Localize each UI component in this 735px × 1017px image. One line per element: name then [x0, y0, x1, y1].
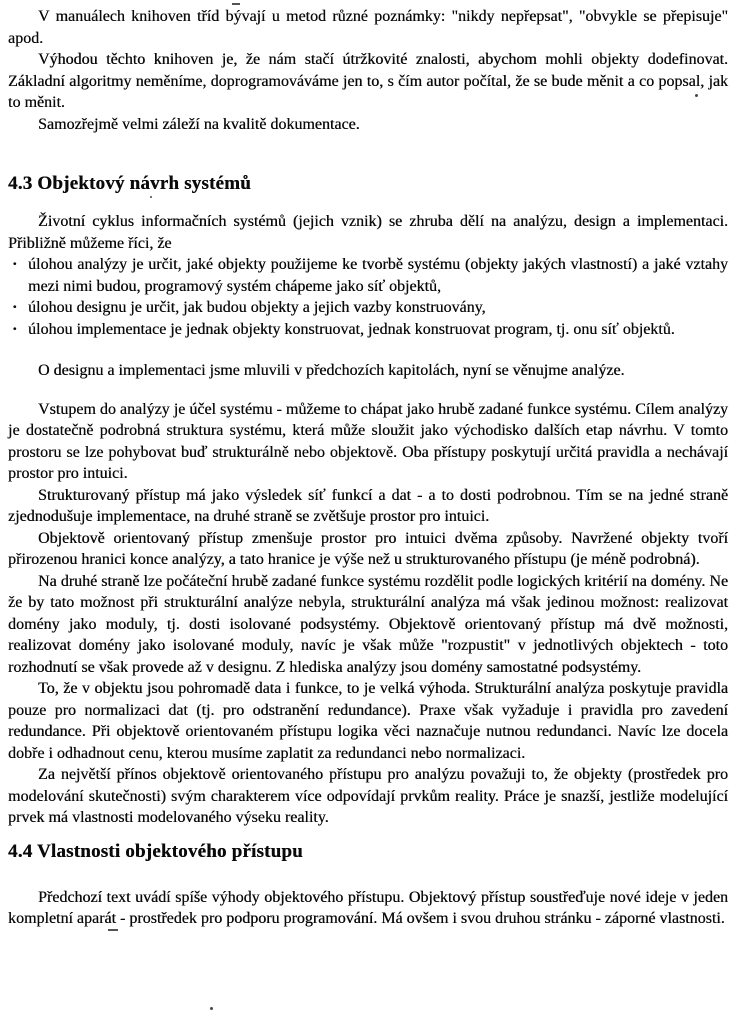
paragraph-analysis-input: Vstupem do analýzy je účel systému - můžeme to chápat jako hrubě zadané funkce systému. Cílem analýzy je dostatečně podrobná struktura systému, která může sloužit jako východisko dalších etap návrhu. V tomto prostoru se lze pohybovat buď strukturálně nebo objektově. Oba přístupy poskytují určitá pravidla a nechávají prostor pro intuici.	[8, 400, 728, 482]
scan-artifact	[695, 94, 698, 97]
paragraph-oo-approach-intuition: Objektově orientovaný přístup zmenšuje prostor pro intuici dvěma způsoby. Navržené objekty tvoří přirozenou hranici konce analýzy, a tato hranice je výše než u strukturovaného přístupu (je méně podrobná).	[8, 529, 728, 568]
paragraph-domains: Na druhé straně lze počáteční hrubě zadané funkce systému rozdělit podle logických kritérií na domény. Ne že by tato možnost při strukturální analýze nebyla, strukturální analýza má však jedinou možnost: realizovat domény jako moduly, tj. dosti isolované podsystémy. Objektově orientovaný přístup má dvě možnosti, realizovat domény jako isolované moduly, navíc je však může "rozpustit" v jednotlivých objektech - toto rozhodnutí se však provede až v designu. Z hlediska analýzy jsou domény samostatné podsystémy.	[8, 572, 728, 676]
bullet-marker-icon: ·	[12, 320, 18, 338]
paragraph-library-advantage: Výhodou těchto knihoven je, že nám stačí útržkovité znalosti, abychom mohli objekty dodefinovat. Základní algoritmy neměníme, doprogramováváme jen to, s čím autor počítal, že se bude měnit a co popsal, jak to měnit.	[8, 51, 728, 111]
bullet-item-text: úlohou implementace je jednak objekty konstruovat, jednak konstruovat program, tj. onu síť objektů.	[28, 320, 675, 338]
scan-artifact	[232, 3, 240, 5]
paragraph-structured-approach: Strukturovaný přístup má jako výsledek síť funkcí a dat - a to dosti podrobnou. Tím se na jedné straně zjednodušuje implementace, na druhé straně se zvětšuje prostor pro intuici.	[8, 486, 728, 525]
bullet-marker-icon: ·	[12, 299, 18, 316]
bullet-item-implementation	[8, 319, 728, 341]
paragraph-documentation-quality: Samozřejmě velmi záleží na kvalitě dokumentace.	[38, 115, 360, 133]
paragraph-previous-chapters: O designu a implementaci jsme mluvili v předchozích kapitolách, nyní se věnujme analýze.	[38, 362, 625, 379]
paragraph-library-notes: V manuálech knihoven tříd bývají u metod různé poznámky: "nikdy nepřepsat", "obvykle se přepisuje" apod.	[8, 8, 728, 47]
paragraph-lifecycle-intro: Životní cyklus informačních systémů (jejich vznik) se zhruba dělí na analýzu, design a implementaci. Přibližně můžeme říci, že	[8, 213, 728, 252]
bullet-marker-icon: ·	[12, 256, 18, 273]
bullet-item-design	[8, 297, 728, 319]
paragraph-data-functions-redundancy: To, že v objektu jsou pohromadě data i funkce, to je velká výhoda. Strukturální analýza poskytuje pravidla pouze pro normalizaci dat (tj. pro odstranění redundance). Praxe však vyžaduje i pravidla pro zavedení redundance. Při objektově orientovaném přístupu logika věci naznačuje nutnou redundanci. Navíc lze docela dobře i odhadnout cenu, kterou musíme zaplatit za redundanci nebo normalizaci.	[8, 680, 728, 762]
bullet-item-text: úlohou analýzy je určit, jaké objekty použijeme ke tvorbě systému (objekty jakých vlastností) a jaké vztahy mezi nimi budou, programový systém chápeme jako síť objektů,	[28, 256, 728, 295]
scan-artifact	[150, 196, 152, 198]
section-heading-4-4: 4.4 Vlastnosti objektového přístupu	[8, 840, 303, 862]
scan-artifact	[210, 1007, 213, 1010]
bullet-item-analysis	[8, 254, 728, 297]
bullet-item-text: úlohou designu je určit, jak budou objekty a jejich vazby konstruovány,	[28, 299, 486, 316]
paragraph-oo-properties-intro: Předchozí text uvádí spíše výhody objektového přístupu. Objektový přístup soustřeďuje nové ideje v jeden kompletní aparát - prostředek pro podporu programování. Má ovšem i svou druhou stránku - záporné vlastnosti.	[8, 888, 728, 927]
paragraph-biggest-benefit: Za největší přínos objektově orientovaného přístupu pro analýzu považuji to, že objekty (prostředek pro modelování skutečnosti) svým charakterem více odpovídají prvkům reality. Práce je snazší, jestliže modelující prvek má vlastnosti modelovaného výseku reality.	[8, 766, 728, 826]
section-heading-4-3: 4.3 Objektový návrh systémů	[8, 173, 251, 194]
scan-artifact	[108, 929, 118, 931]
